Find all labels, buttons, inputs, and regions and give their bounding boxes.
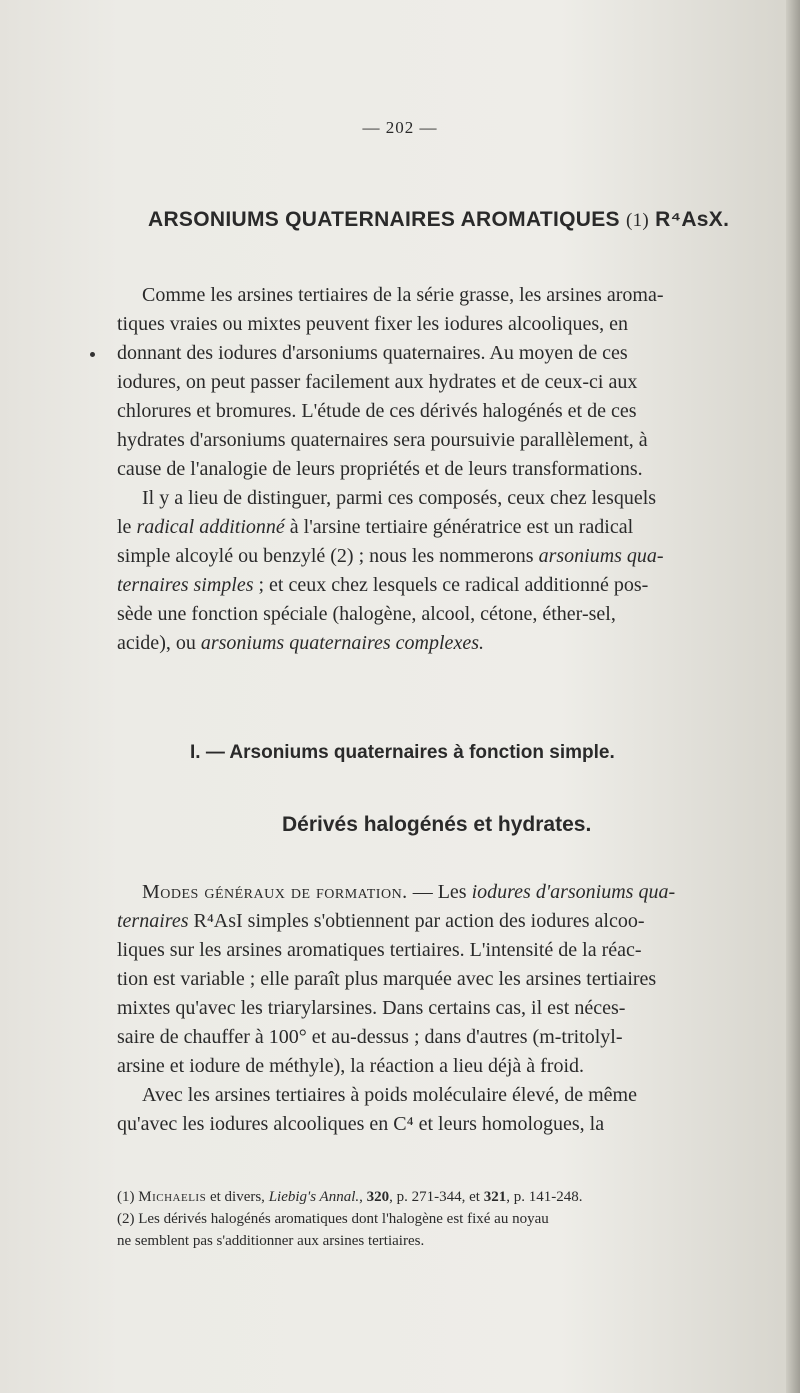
modes-paragraph (117, 878, 772, 1139)
text-fragment: simple alcoylé ou benzylé (2) ; nous les nommerons (117, 545, 539, 567)
text-line: Il y a lieu de distinguer, parmi ces composés, ceux chez lesquels (142, 487, 657, 509)
italic-term: arsoniums quaternaires complexes. (200, 632, 484, 654)
footnote-ref-1: (1) (625, 210, 650, 231)
text-line: qu'avec les iodures alcooliques en C⁴ et leurs homologues, la (117, 1113, 605, 1135)
text-line (117, 513, 772, 542)
journal-title: Liebig's Annal. (268, 1189, 360, 1205)
italic-term: radical additionné (136, 516, 285, 538)
italic-term: ternaires simples (117, 574, 254, 596)
text-line: donnant des iodures d'arsoniums quaternaires. Au moyen de ces (117, 342, 628, 364)
text-line: Avec les arsines tertiaires à poids moléculaire élevé, de même (142, 1084, 637, 1106)
volume-number: 321 (483, 1189, 507, 1205)
text-fragment: à l'arsine tertiaire génératrice est un radical (284, 516, 634, 538)
page-gutter-shadow (786, 0, 800, 1393)
smallcaps-heading: Modes généraux de formation. (142, 881, 408, 903)
text-fragment: R⁴AsI simples s'obtiennent par action des iodures alcoo- (188, 910, 645, 932)
italic-term: ternaires (117, 910, 189, 932)
text-line: iodures, on peut passer facilement aux hydrates et de ceux-ci aux (117, 371, 638, 393)
footnote-2-cont: ne semblent pas s'additionner aux arsines tertiaires. (117, 1233, 425, 1249)
text-line (117, 542, 772, 571)
text-fragment: , p. 141-248. (506, 1189, 583, 1205)
text-line: mixtes qu'avec les triarylarsines. Dans certains cas, il est néces- (117, 997, 626, 1019)
italic-term: iodures d'arsoniums qua- (471, 881, 676, 903)
text-line: sède une fonction spéciale (halogène, alcool, cétone, éther-sel, (117, 603, 616, 625)
section-heading: I. — Arsoniums quaternaires à fonction simple. (190, 742, 615, 763)
text-line: saire de chauffer à 100° et au-dessus ; dans d'autres (m-tritolyl- (117, 1026, 623, 1048)
text-line: hydrates d'arsoniums quaternaires sera poursuivie parallèlement, à (117, 429, 648, 451)
text-fragment: — Les (407, 881, 472, 903)
volume-number: 320 (366, 1189, 390, 1205)
text-fragment: et divers, (206, 1189, 269, 1205)
text-line (117, 878, 772, 907)
text-fragment: acide), ou (117, 632, 201, 654)
chapter-title (148, 208, 788, 232)
text-line (117, 629, 772, 658)
author-name: Michaelis (138, 1189, 207, 1205)
footnote-2: (2) Les dérivés halogénés aromatiques dont l'halogène est fixé au noyau (117, 1211, 549, 1227)
text-fragment: (1) (117, 1189, 139, 1205)
text-fragment: le (117, 516, 137, 538)
text-fragment: , p. 271-344, et (389, 1189, 484, 1205)
text-line: Comme les arsines tertiaires de la série grasse, les arsines aroma- (142, 284, 664, 306)
text-line (117, 907, 772, 936)
text-fragment: ; et ceux chez lesquels ce radical additionné pos- (253, 574, 649, 596)
text-line: tiques vraies ou mixtes peuvent fixer les iodures alcooliques, en (117, 313, 628, 335)
classification-paragraph (117, 484, 772, 658)
subsection-heading: Dérivés halogénés et hydrates. (282, 813, 592, 836)
italic-term: arsoniums qua- (538, 545, 664, 567)
margin-dot (90, 352, 95, 357)
footnotes (117, 1186, 777, 1252)
text-line (117, 571, 772, 600)
text-line: liques sur les arsines aromatiques tertiaires. L'intensité de la réac- (117, 939, 642, 961)
footnote-1 (117, 1186, 777, 1208)
page-number: — 202 — (362, 118, 438, 137)
text-line: chlorures et bromures. L'étude de ces dérivés halogénés et de ces (117, 400, 637, 422)
chapter-formula: R⁴AsX. (655, 208, 730, 231)
text-fragment: , (359, 1189, 367, 1205)
intro-paragraph (117, 281, 772, 484)
text-line: cause de l'analogie de leurs propriétés et de leurs transformations. (117, 458, 643, 480)
text-line: arsine et iodure de méthyle), la réaction a lieu déjà à froid. (117, 1055, 585, 1077)
text-line: tion est variable ; elle paraît plus marquée avec les arsines tertiaires (117, 968, 657, 990)
chapter-title-text: ARSONIUMS QUATERNAIRES AROMATIQUES (148, 208, 620, 231)
